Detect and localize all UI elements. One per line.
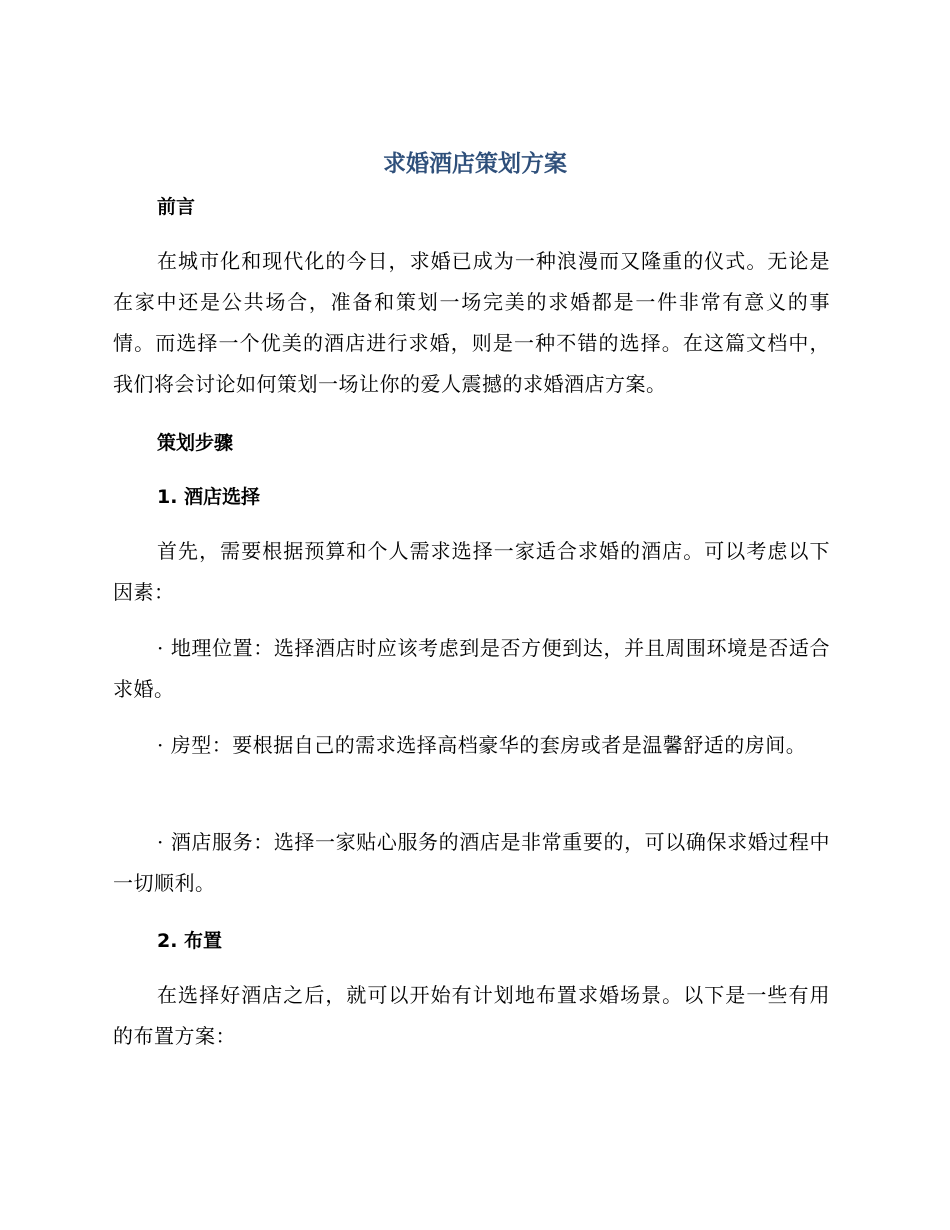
document-title: 求婚酒店策划方案	[383, 151, 567, 177]
preface-heading: 前言	[157, 196, 196, 218]
bullet-hotel-service: · 酒店服务：选择一家贴心服务的酒店是非常重要的，可以确保求婚过程中一切顺利。	[113, 830, 830, 895]
bullet-room-type: · 房型：要根据自己的需求选择高档豪华的套房或者是温馨舒适的房间。	[157, 733, 807, 757]
bullet-location: · 地理位置：选择酒店时应该考虑到是否方便到达，并且周围环境是否适合求婚。	[113, 636, 830, 701]
step1-intro-paragraph: 首先，需要根据预算和个人需求选择一家适合求婚的酒店。可以考虑以下因素：	[113, 539, 830, 604]
step2-heading: 2. 布置	[157, 930, 223, 952]
steps-heading: 策划步骤	[157, 432, 234, 454]
step1-heading: 1. 酒店选择	[157, 486, 261, 508]
step2-intro-paragraph: 在选择好酒店之后，就可以开始有计划地布置求婚场景。以下是一些有用的布置方案：	[113, 983, 830, 1048]
preface-paragraph: 在城市化和现代化的今日，求婚已成为一种浪漫而又隆重的仪式。无论是在家中还是公共场合，准备和策划一场完美的求婚都是一件非常有意义的事情。而选择一个优美的酒店进行求婚，则是一种不错的选择。在这篇文档中，我们将会讨论如何策划一场让你的爱人震撼的求婚酒店方案。	[113, 249, 830, 396]
